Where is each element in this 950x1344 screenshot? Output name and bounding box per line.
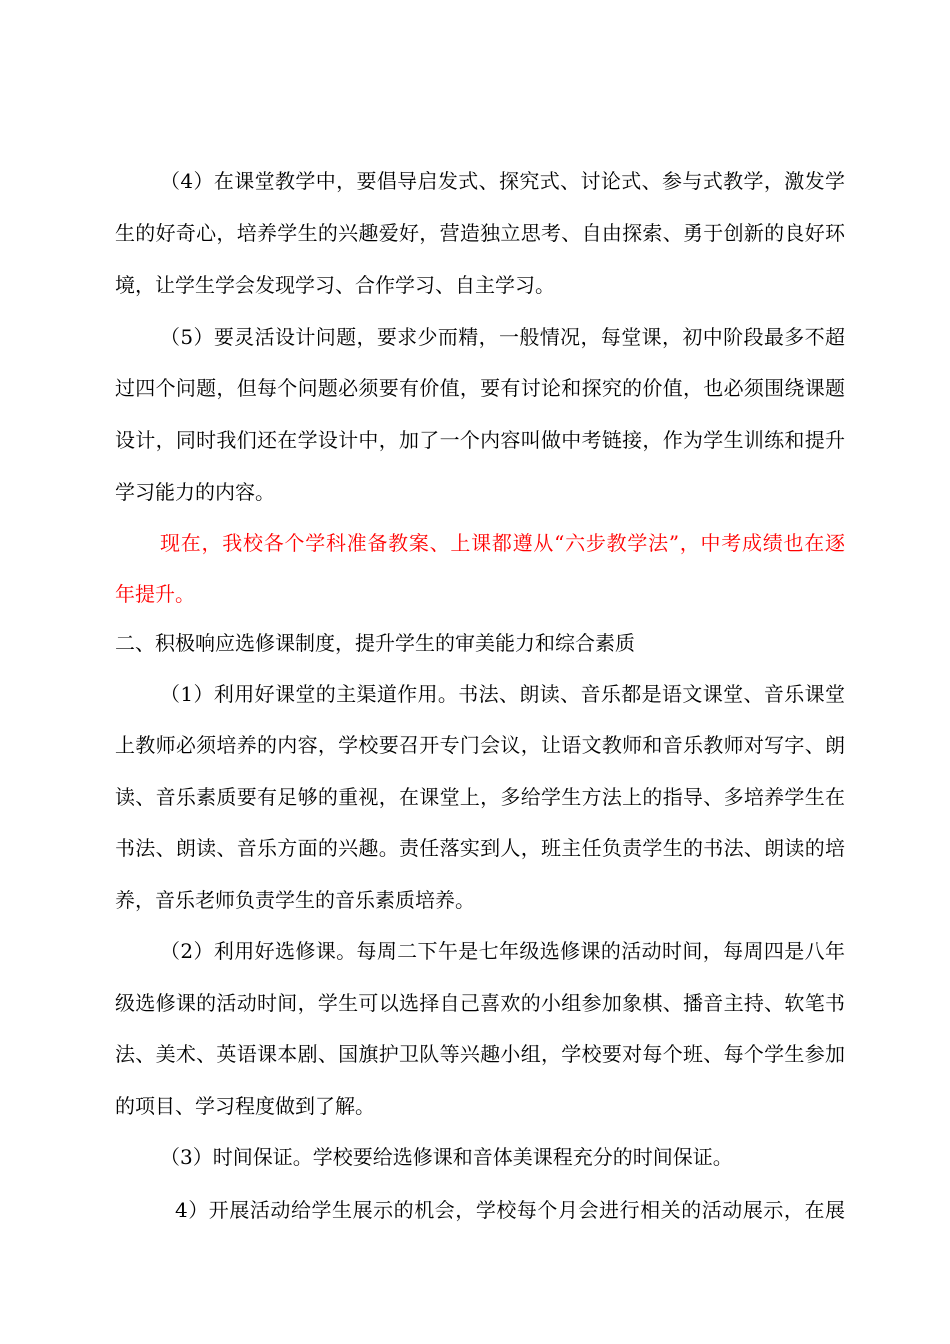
paragraph-4-line-3: 境，让学生学会发现学习、合作学习、自主学习。 — [115, 273, 555, 297]
highlight-paragraph-line-2: 年提升。 — [115, 582, 195, 606]
section-heading: 二、积极响应选修课制度，提升学生的审美能力和综合素质 — [115, 631, 635, 655]
item-1-line-3: 读、音乐素质要有足够的重视，在课堂上，多给学生方法上的指导、多培养学生在 — [115, 785, 845, 809]
item-2-line-3: 法、美术、英语课本剧、国旗护卫队等兴趣小组，学校要对每个班、每个学生参加 — [115, 1042, 845, 1066]
item-2-line-2: 级选修课的活动时间，学生可以选择自己喜欢的小组参加象棋、播音主持、软笔书 — [115, 991, 845, 1015]
item-1-line-1: （1）利用好课堂的主渠道作用。书法、朗读、音乐都是语文课堂、音乐课堂 — [160, 682, 845, 706]
highlight-paragraph-line-1: 现在，我校各个学科准备教案、上课都遵从“六步教学法”，中考成绩也在逐 — [160, 531, 845, 555]
item-2-line-1: （2）利用好选修课。每周二下午是七年级选修课的活动时间，每周四是八年 — [160, 939, 845, 963]
item-1-line-4: 书法、朗读、音乐方面的兴趣。责任落实到人，班主任负责学生的书法、朗读的培 — [115, 836, 845, 860]
item-1-line-5: 养，音乐老师负责学生的音乐素质培养。 — [115, 888, 475, 912]
paragraph-5-line-1: （5）要灵活设计问题，要求少而精，一般情况，每堂课，初中阶段最多不超 — [160, 325, 845, 349]
paragraph-5-line-2: 过四个问题，但每个问题必须要有价值，要有讨论和探究的价值，也必须围绕课题 — [115, 376, 845, 400]
item-1-line-2: 上教师必须培养的内容，学校要召开专门会议，让语文教师和音乐教师对写字、朗 — [115, 733, 845, 757]
item-3-line-1: （3）时间保证。学校要给选修课和音体美课程充分的时间保证。 — [160, 1145, 733, 1169]
paragraph-5-line-3: 设计，同时我们还在学设计中，加了一个内容叫做中考链接，作为学生训练和提升 — [115, 428, 845, 452]
paragraph-5-line-4: 学习能力的内容。 — [115, 480, 275, 504]
paragraph-4-line-1: （4）在课堂教学中，要倡导启发式、探究式、讨论式、参与式教学，激发学 — [160, 169, 845, 193]
item-4-line-1: 4）开展活动给学生展示的机会，学校每个月会进行相关的活动展示，在展 — [175, 1198, 845, 1222]
paragraph-4-line-2: 生的好奇心，培养学生的兴趣爱好，营造独立思考、自由探索、勇于创新的良好环 — [115, 221, 845, 245]
item-2-line-4: 的项目、学习程度做到了解。 — [115, 1094, 375, 1118]
